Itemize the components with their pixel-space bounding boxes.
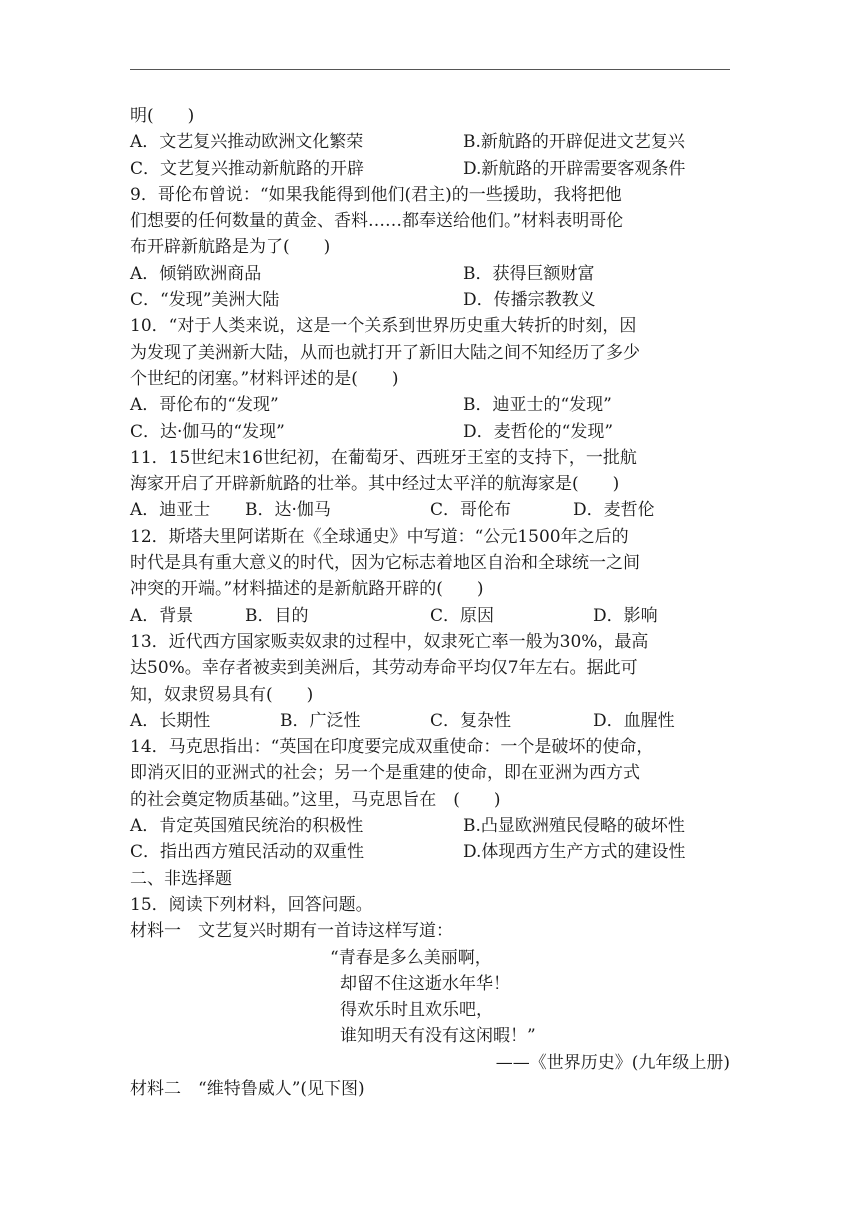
option-a: A．长期性	[130, 710, 211, 731]
option-c: C．文艺复兴推动新航路的开辟	[130, 158, 365, 179]
poem-source: ——《世界历史》(九年级上册)	[495, 1052, 730, 1073]
question-14-options-row2	[130, 839, 730, 865]
option-b: B.新航路的开辟促进文艺复兴	[463, 132, 685, 153]
option-c: C．哥伦布	[430, 500, 512, 521]
question-12-line: 冲突的开端。”材料描述的是新航路开辟的( )	[130, 579, 484, 600]
option-c: C．原因	[430, 605, 495, 626]
option-c: C．达·伽马的“发现”	[130, 421, 285, 442]
question-10-line: 个世纪的闭塞。”材料评述的是( )	[130, 368, 399, 389]
option-c: C．指出西方殖民活动的双重性	[130, 842, 365, 863]
question-11-options	[130, 497, 730, 523]
question-9-options-row2	[130, 287, 730, 313]
question-13-options	[130, 708, 730, 734]
question-12-line: 12．斯塔夫里阿诺斯在《全球通史》中写道：“公元1500年之后的	[130, 526, 629, 547]
question-13-line: 13．近代西方国家贩卖奴隶的过程中，奴隶死亡率一般为30%，最高	[130, 631, 649, 652]
option-d: D.体现西方生产方式的建设性	[463, 842, 686, 863]
question-9-line: 布开辟新航路是为了( )	[130, 237, 331, 258]
option-b: B．广泛性	[280, 710, 361, 731]
option-d: D．麦哲伦的“发现”	[463, 421, 614, 442]
option-a: A．迪亚士	[130, 500, 211, 521]
poem-line: 却留不住这逝水年华！	[340, 973, 510, 994]
question-10-options-row2	[130, 419, 730, 445]
question-14-line: 即消灭旧的亚洲式的社会；另一个是重建的使命，即在亚洲为西方式	[130, 763, 640, 784]
option-a: A．哥伦布的“发现”	[130, 395, 279, 416]
question-14-line: 的社会奠定物质基础。”这里，马克思旨在 ( )	[130, 789, 501, 810]
option-d: D．麦哲伦	[573, 500, 655, 521]
question-13-line: 达50%。幸存者被卖到美洲后，其劳动寿命平均仅7年左右。据此可	[130, 658, 638, 679]
option-a: A．文艺复兴推动欧洲文化繁荣	[130, 132, 364, 153]
question-8-options-row2	[130, 156, 730, 182]
question-15-intro: 15．阅读下列材料，回答问题。	[130, 894, 373, 915]
question-8-stem-end: 明( )	[130, 106, 195, 126]
question-12-options	[130, 603, 730, 629]
question-11-line: 海家开启了开辟新航路的壮举。其中经过太平洋的航海家是( )	[130, 474, 620, 495]
section-heading: 二、非选择题	[130, 868, 232, 889]
material-1-label: 材料一 文艺复兴时期有一首诗这样写道：	[130, 921, 453, 942]
question-9-line: 们想要的任何数量的黄金、香料……都奉送给他们。”材料表明哥伦	[130, 211, 624, 232]
option-b: B.凸显欧洲殖民侵略的破坏性	[463, 816, 685, 837]
material-2-label: 材料二 “维特鲁威人”(见下图)	[130, 1078, 365, 1099]
question-10-options-row1	[130, 392, 730, 418]
option-a: A．倾销欧洲商品	[130, 263, 262, 284]
option-b: B．获得巨额财富	[463, 263, 595, 284]
question-11-line: 11．15世纪末16世纪初，在葡萄牙、西班牙王室的支持下，一批航	[130, 447, 637, 468]
question-13-line: 知，奴隶贸易具有( )	[130, 684, 314, 705]
poem-line: “青春是多么美丽啊，	[330, 947, 492, 968]
question-9-options-row1	[130, 261, 730, 287]
poem-line: 谁知明天有没有这闲暇！”	[340, 1026, 536, 1047]
question-9-line: 9．哥伦布曾说：“如果我能得到他们(君主)的一些援助，我将把他	[130, 184, 622, 205]
question-14-line: 14．马克思指出：“英国在印度要完成双重使命：一个是破坏的使命，	[130, 737, 654, 758]
option-b: B．迪亚士的“发现”	[463, 395, 612, 416]
option-d: D．血腥性	[593, 710, 675, 731]
question-10-line: 10．“对于人类来说，这是一个关系到世界历史重大转折的时刻，因	[130, 316, 637, 337]
question-14-options-row1	[130, 813, 730, 839]
option-a: A．肯定英国殖民统治的积极性	[130, 816, 364, 837]
question-12-line: 时代是具有重大意义的时代，因为它标志着地区自治和全球统一之间	[130, 553, 640, 574]
option-c: C．“发现”美洲大陆	[130, 290, 280, 311]
option-d: D．影响	[593, 605, 658, 626]
option-b: B．达·伽马	[245, 500, 331, 521]
header-rule	[130, 69, 730, 70]
option-d: D.新航路的开辟需要客观条件	[463, 158, 686, 179]
option-c: C．复杂性	[430, 710, 512, 731]
option-b: B．目的	[245, 605, 309, 626]
option-a: A．背景	[130, 605, 194, 626]
question-8-options-row1	[130, 129, 730, 155]
poem-line: 得欢乐时且欢乐吧，	[340, 1000, 493, 1021]
question-10-line: 为发现了美洲新大陆，从而也就打开了新旧大陆之间不知经历了多少	[130, 342, 640, 363]
option-d: D．传播宗教教义	[463, 290, 596, 311]
exam-page	[130, 103, 730, 1102]
